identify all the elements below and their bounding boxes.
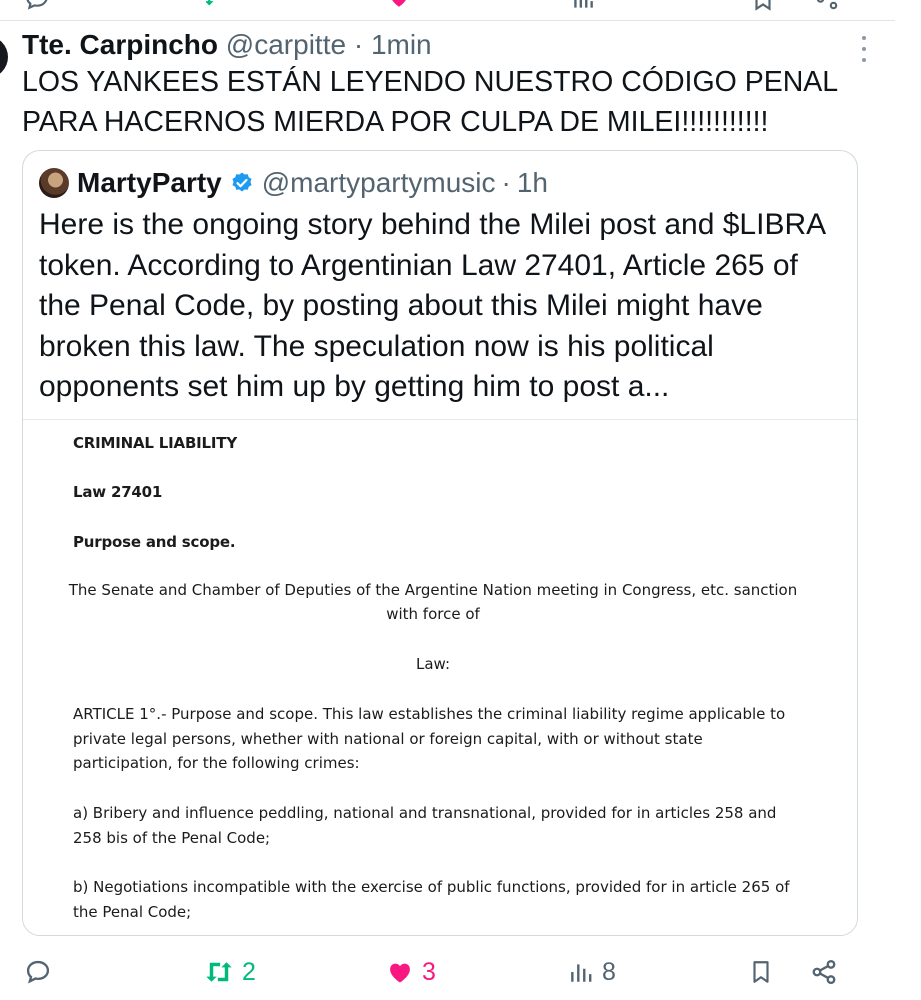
heart-icon	[386, 958, 414, 986]
doc-item-b: b) Negotiations incompatible with the exercise of public functions, provided for in article 265 of the Penal Code;	[73, 878, 790, 921]
doc-purpose: Purpose and scope.	[73, 533, 236, 551]
doc-preamble: The Senate and Chamber of Deputies of the Argentine Nation meeting in Congress, etc. sanction with force of	[68, 581, 798, 623]
attached-document-image[interactable]	[23, 419, 858, 936]
share-icon[interactable]	[814, 0, 840, 12]
quoted-tweet-card[interactable]	[22, 150, 858, 936]
more-options-icon[interactable]	[856, 36, 872, 62]
author-name[interactable]: Tte. Carpincho	[22, 29, 219, 60]
retweet-count: 2	[242, 958, 256, 986]
quoted-author-handle: @martypartymusic	[261, 167, 496, 198]
bookmark-icon	[748, 958, 774, 986]
quoted-avatar	[39, 168, 69, 198]
doc-article-1: ARTICLE 1°.- Purpose and scope. This law establishes the criminal liability regime applicable to private legal persons, whether with national or foreign capital, with or without state participation, for the following crimes:	[73, 705, 786, 772]
separator: ·	[353, 29, 364, 60]
tweet-header	[22, 28, 432, 62]
reply-button[interactable]	[24, 958, 52, 986]
previous-tweet-action-bar	[0, 0, 921, 20]
views-icon	[568, 958, 594, 986]
retweet-button[interactable]	[204, 958, 256, 986]
views-button[interactable]	[568, 958, 616, 986]
bookmark-icon[interactable]	[750, 0, 776, 12]
quoted-timestamp: 1h	[516, 167, 549, 198]
quoted-tweet-header	[39, 165, 548, 201]
quoted-author-name: MartyParty	[77, 167, 222, 198]
doc-law-label: Law:	[415, 655, 451, 673]
tweet-text: LOS YANKEES ESTÁN LEYENDO NUESTRO CÓDIGO PENAL PARA HACERNOS MIERDA POR CULPA DE MILEI!!!!!!!!!!!	[22, 66, 838, 138]
like-button[interactable]	[386, 958, 436, 986]
author-handle[interactable]: @carpitte	[225, 29, 347, 60]
reply-icon[interactable]	[24, 0, 50, 12]
retweet-icon	[204, 958, 234, 986]
share-button[interactable]	[810, 958, 838, 986]
heart-icon[interactable]	[386, 0, 412, 10]
separator: ·	[501, 167, 511, 198]
views-count: 8	[602, 958, 616, 986]
verified-badge-icon	[230, 171, 254, 195]
retweet-icon[interactable]	[206, 0, 232, 12]
tweet-action-bar	[0, 950, 921, 994]
timestamp[interactable]: 1min	[370, 29, 432, 60]
divider	[0, 20, 895, 21]
quoted-tweet-text: Here is the ongoing story behind the Milei post and $LIBRA token. According to Argentinian Law 27401, Article 265 of the Penal Code, by posting about this Milei might have broken this law. The speculation now is his political opponents set him up by getting him to post a...	[39, 208, 825, 403]
avatar[interactable]	[0, 36, 8, 78]
bookmark-button[interactable]	[748, 958, 774, 986]
doc-heading: CRIMINAL LIABILITY	[73, 434, 237, 452]
views-icon[interactable]	[570, 0, 596, 12]
like-count: 3	[422, 958, 436, 986]
doc-law-number: Law 27401	[73, 483, 163, 501]
reply-icon	[24, 958, 52, 986]
share-icon	[810, 958, 838, 986]
doc-item-a: a) Bribery and influence peddling, national and transnational, provided for in articles 258 and 258 bis of the Penal Code;	[73, 804, 777, 847]
